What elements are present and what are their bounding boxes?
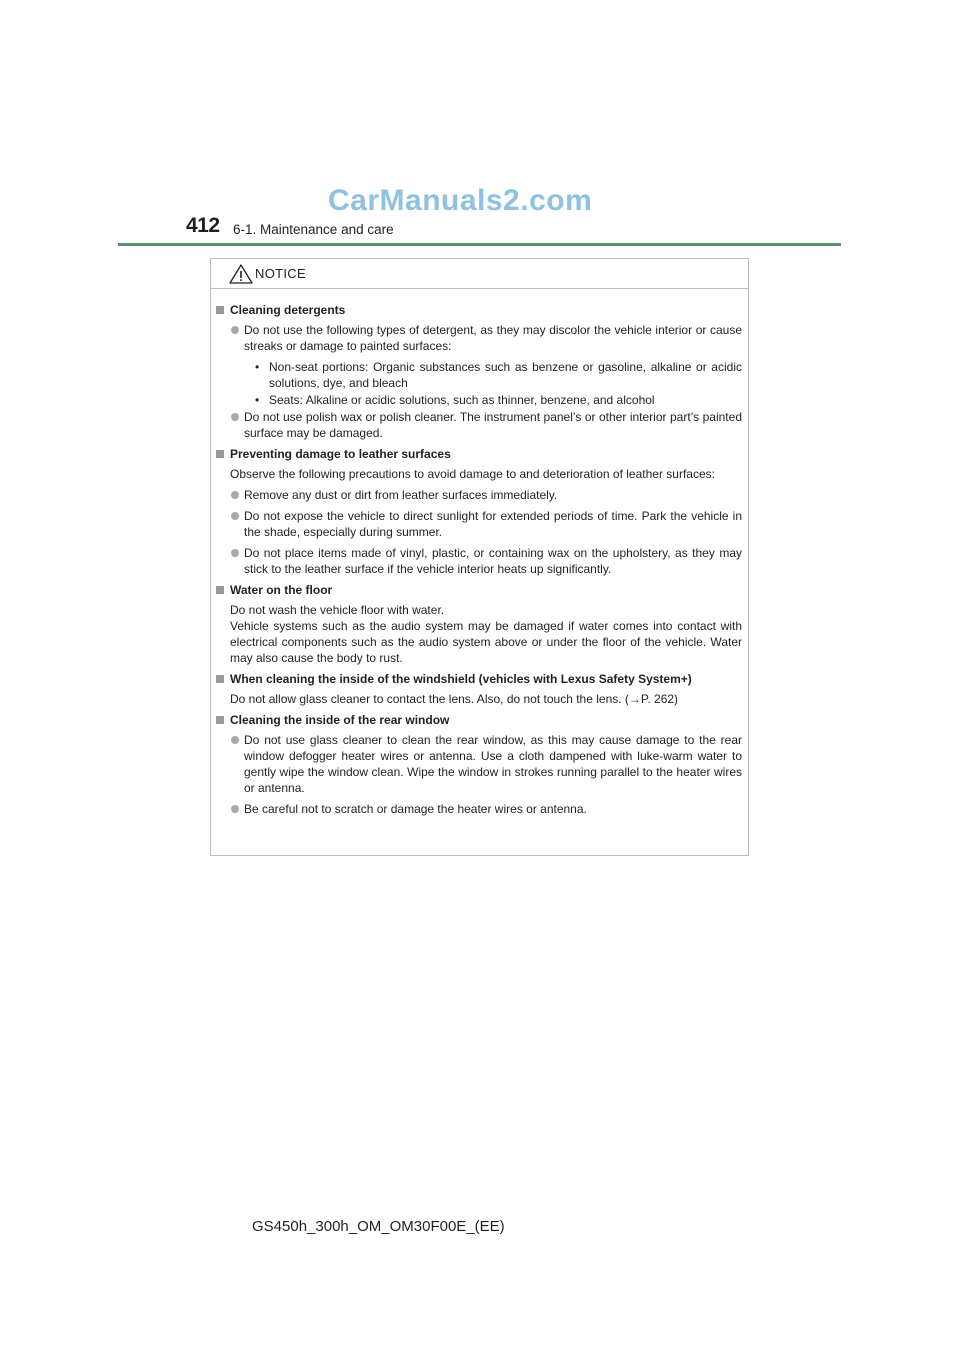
section-rear-window xyxy=(215,712,742,817)
list-item: Do not use polish wax or polish cleaner. The instrument panel’s or other interior part’s painted surface may be damaged. xyxy=(215,409,742,441)
section-heading: Cleaning detergents xyxy=(215,302,742,318)
round-bullet-icon xyxy=(231,512,239,520)
list-item: Do not expose the vehicle to direct sunlight for extended periods of time. Park the vehicle in the shade, especially during summer. xyxy=(215,508,742,540)
section-cleaning-detergents xyxy=(215,302,742,441)
section-leather-surfaces xyxy=(215,446,742,577)
sub-list-item: • Seats: Alkaline or acidic solutions, such as thinner, benzene, and alcohol xyxy=(255,393,655,407)
section-heading: Preventing damage to leather surfaces xyxy=(215,446,742,462)
square-bullet-icon xyxy=(216,716,224,724)
notice-label: NOTICE xyxy=(255,266,306,281)
round-bullet-icon xyxy=(231,805,239,813)
document-code: GS450h_300h_OM_OM30F00E_(EE) xyxy=(252,1218,505,1235)
section-paragraph: Do not allow glass cleaner to contact the lens. Also, do not touch the lens. (→P. 262) xyxy=(230,692,679,706)
round-bullet-icon xyxy=(231,413,239,421)
section-paragraph: Do not wash the vehicle floor with water. xyxy=(230,603,445,617)
list-item: Do not use glass cleaner to clean the rear window, as this may cause damage to the rear window defogger heater wires or antenna. Use a cloth dampened with luke-warm water to gently wipe the window clean. Wipe the window in strokes running parallel to the heater wires or antenna. xyxy=(215,732,742,796)
section-title: 6-1. Maintenance and care xyxy=(233,222,394,237)
section-paragraph: Observe the following precautions to avoid damage to and deterioration of leather surfaces: xyxy=(230,467,715,481)
section-windshield xyxy=(215,671,742,707)
section-paragraph: Vehicle systems such as the audio system may be damaged if water comes into contact with electrical components such as the audio system above or under the floor of the vehicle. Water may also cause the body to rust. xyxy=(230,619,742,665)
notice-header xyxy=(211,259,748,289)
section-heading: Water on the floor xyxy=(215,582,742,598)
list-item: Be careful not to scratch or damage the heater wires or antenna. xyxy=(215,801,742,817)
square-bullet-icon xyxy=(216,306,224,314)
watermark: CarManuals2.com xyxy=(328,184,593,217)
round-bullet-icon xyxy=(231,491,239,499)
square-bullet-icon xyxy=(216,450,224,458)
list-item: Do not use the following types of detergent, as they may discolor the vehicle interior or cause streaks or damage to painted surfaces: xyxy=(215,322,742,354)
section-heading: When cleaning the inside of the windshield (vehicles with Lexus Safety System+) xyxy=(215,671,742,687)
notice-body xyxy=(211,289,748,817)
round-bullet-icon xyxy=(231,326,239,334)
section-heading: Cleaning the inside of the rear window xyxy=(215,712,742,728)
list-item: Do not place items made of vinyl, plastic, or containing wax on the upholstery, as they may stick to the leather surface if the vehicle interior heats up significantly. xyxy=(215,545,742,577)
list-item: Remove any dust or dirt from leather surfaces immediately. xyxy=(215,487,742,503)
header-rule xyxy=(118,243,841,246)
notice-box xyxy=(210,258,749,856)
square-bullet-icon xyxy=(216,675,224,683)
section-water-on-floor xyxy=(215,582,742,666)
warning-triangle-icon xyxy=(229,264,253,284)
sub-list-item: • Non-seat portions: Organic substances such as benzene or gasoline, alkaline or acidic solutions, dye, and bleach xyxy=(255,360,742,390)
square-bullet-icon xyxy=(216,586,224,594)
page-number: 412 xyxy=(186,214,220,237)
round-bullet-icon xyxy=(231,549,239,557)
round-bullet-icon xyxy=(231,736,239,744)
